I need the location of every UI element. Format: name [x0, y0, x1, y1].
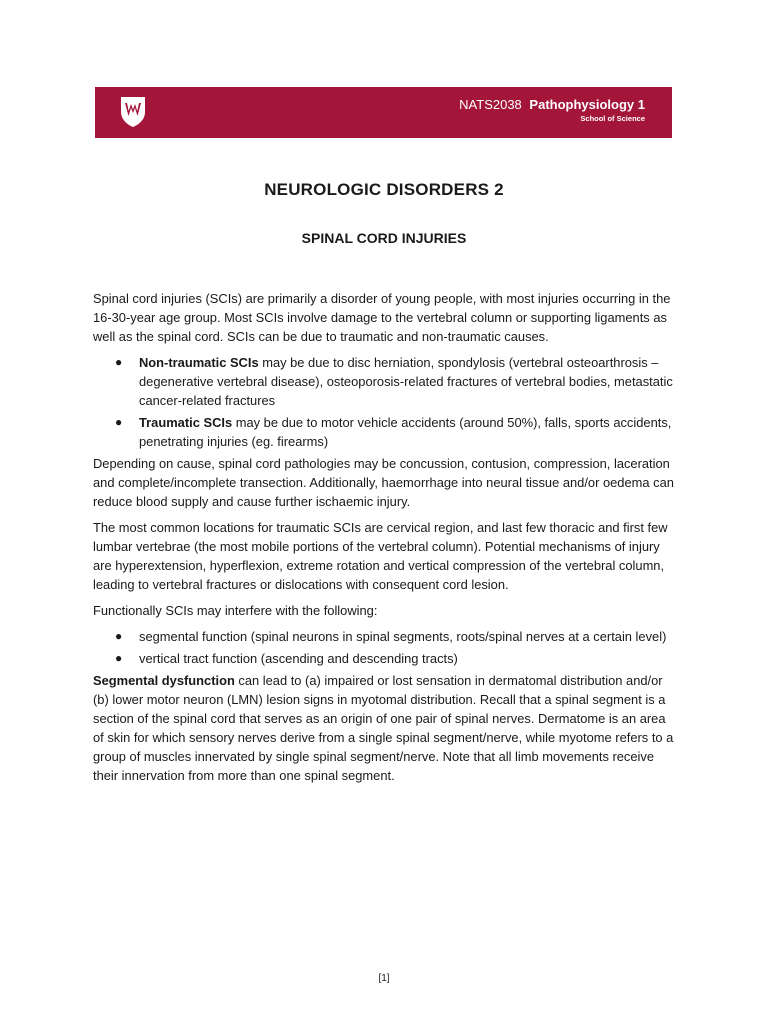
paragraph-locations: The most common locations for traumatic SCIs are cervical region, and last few thoracic and first few lumbar vertebrae (the most mobile portions of the vertebral column). Potential mechanisms of injury are hyperextension, hyperflexion, extreme rotation and vertical compression of the vertebral column, leading to vertebral fractures or dislocations with consequent cord lesion. [93, 520, 668, 592]
university-shield-icon [120, 96, 146, 128]
course-info [459, 97, 645, 124]
list-item-term: Traumatic SCIs [139, 415, 233, 430]
list-item [115, 353, 679, 410]
document-body [93, 289, 679, 792]
list-item-term: Non-traumatic SCIs [139, 355, 259, 370]
bullet-icon: ● [115, 355, 123, 369]
paragraph-functions-intro: Functionally SCIs may interfere with the following: [93, 603, 378, 618]
course-code: NATS2038 [459, 97, 522, 112]
bullet-icon: ● [115, 651, 123, 665]
paragraph-segmental [93, 671, 679, 785]
section-title: SPINAL CORD INJURIES [301, 230, 467, 246]
functions-list [93, 627, 679, 668]
course-name: Pathophysiology 1 [529, 97, 645, 112]
paragraph-intro: Spinal cord injuries (SCIs) are primarily a disorder of young people, with most injuries occurring in the 16-30-year age group. Most SCIs involve damage to the vertebral column or supporting ligaments as well as the spinal cord. SCIs can be due to traumatic and non-traumatic causes. [93, 291, 671, 344]
bullet-icon: ● [115, 415, 123, 429]
list-item-text: segmental function (spinal neurons in spinal segments, roots/spinal nerves at a certain level) [139, 629, 667, 644]
list-item-text: may be due to motor vehicle accidents (around 50%), falls, sports accidents, penetrating injuries (eg. firearms) [139, 415, 672, 449]
paragraph-pathologies: Depending on cause, spinal cord pathologies may be concussion, contusion, compression, laceration and complete/incomplete transection. Additionally, haemorrhage into neural tissue and/or oedema can reduce blood supply and cause further ischaemic injury. [93, 456, 674, 509]
list-item-text: vertical tract function (ascending and descending tracts) [139, 651, 458, 666]
school-name: School of Science [580, 114, 645, 123]
page-number: [1] [378, 973, 390, 984]
list-item [115, 627, 679, 646]
paragraph-term: Segmental dysfunction [93, 673, 235, 688]
list-item [115, 413, 679, 451]
list-item-text: may be due to disc herniation, spondylosis (vertebral osteoarthrosis – degenerative vertebral disease), osteoporosis-related fractures of vertebral bodies, metastatic cancer-related fractures [139, 355, 673, 408]
header-banner [95, 87, 672, 138]
bullet-icon: ● [115, 629, 123, 643]
list-item [115, 649, 679, 668]
page-title: NEUROLOGIC DISORDERS 2 [264, 180, 504, 199]
paragraph-text: can lead to (a) impaired or lost sensation in dermatomal distribution and/or (b) lower motor neuron (LMN) lesion signs in myotomal distribution. Recall that a spinal segment is a section of the spinal cord that serves as an origin of one pair of spinal nerves. Dermatome is an area of skin for which sensory nerves derive from a single spinal segment/nerve, while myotome refers to a group of muscles innervated by single spinal segment/nerve. Note that all limb movements receive their innervation from more than one spinal segment. [93, 673, 674, 783]
causes-list [93, 353, 679, 451]
